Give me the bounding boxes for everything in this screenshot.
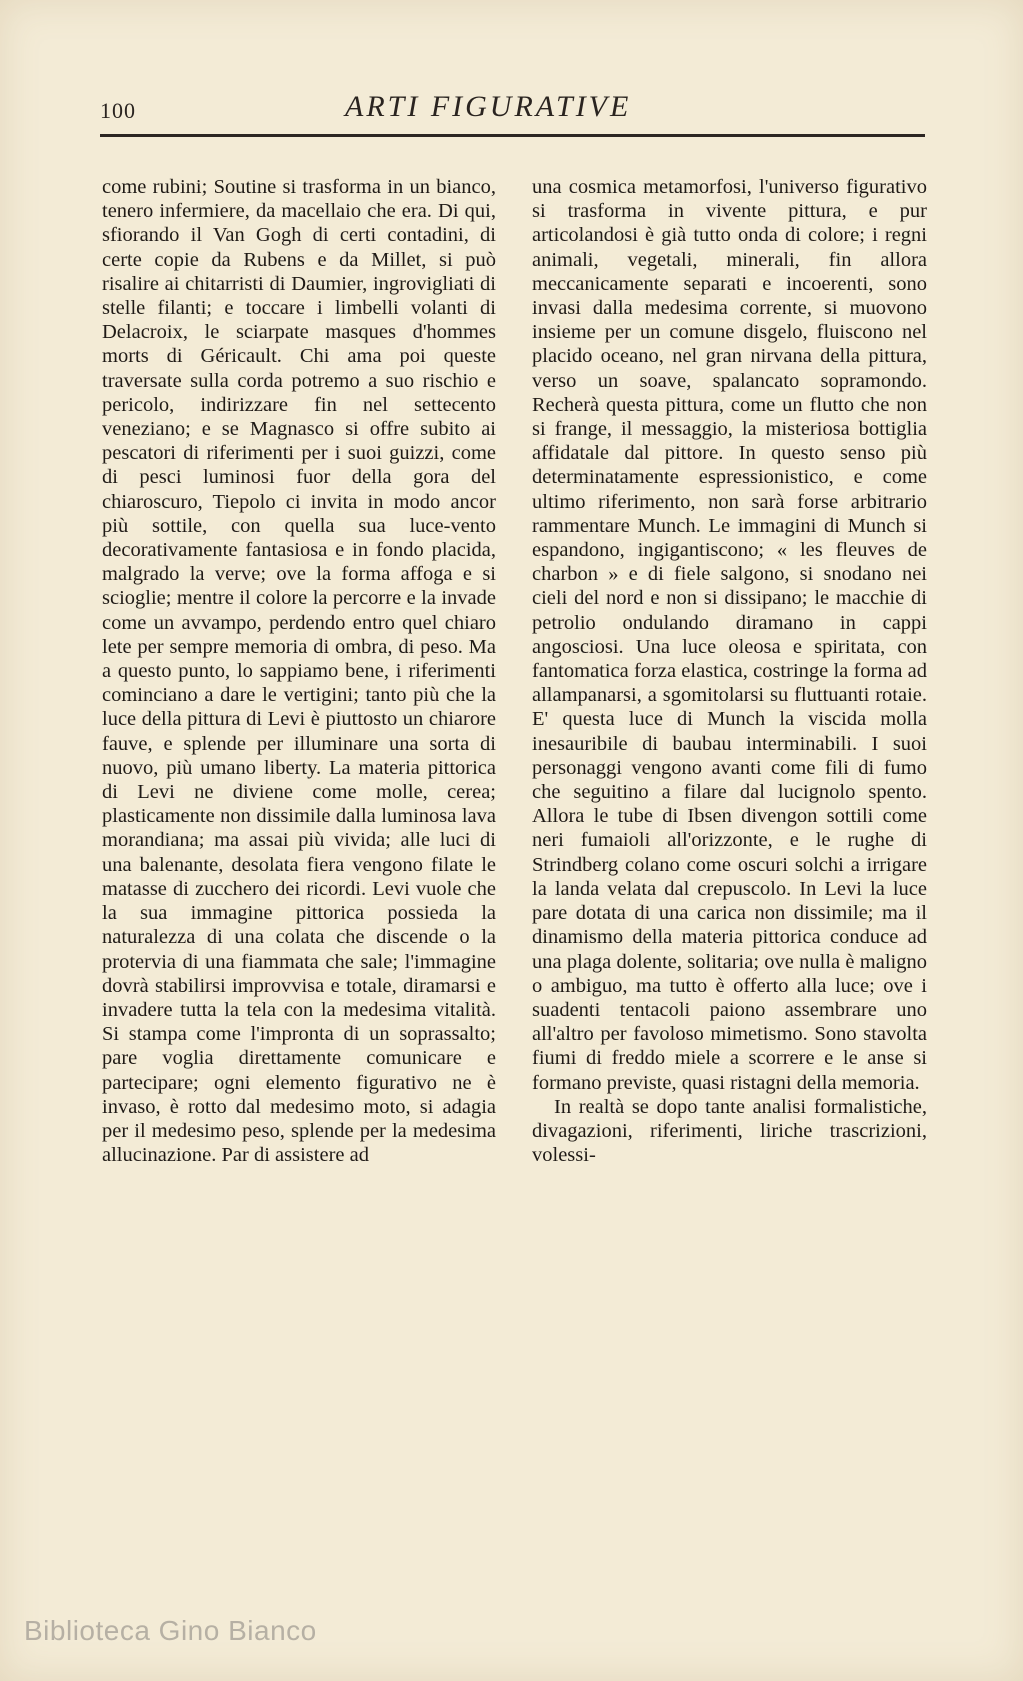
paragraph: una cosmica metamorfosi, l'universo figurativo si trasforma in vivente pittura, e pur articolandosi è già tutto onda di colore; i regni animali, vegetali, minerali, fin allora meccanicamente separati e incoerenti, sono invasi dalla medesima corrente, si muovono insieme per un comune disgelo, fluiscono nel placido oceano, nel gran nirvana della pittura, verso un soave, spalancato sopramondo. Recherà questa pittura, come un flutto che non si frange, il messaggio, la misteriosa bottiglia affidatale dal pittore. In questo senso più determinatamente espressionistico, e come ultimo riferimento, non sarà forse arbitrario rammentare Munch. Le immagini di Munch si espandono, ingigantiscono; « les fleuves de charbon » e di fiele salgono, si snodano nei cieli del nord e non si dissipano; le macchie di petrolio ondulando diramano in cappi angosciosi. Una luce oleosa e spiritata, con fantomatica forza elastica, costringe la forma ad allampanarsi, a sgomitolarsi su fluttuanti rotaie. E' questa luce di Munch la viscida molla inesauribile di baubau interminabili. I suoi personaggi vengono avanti come fili di fumo che seguitino a filare dal lucignolo spento. Allora le tube di Ibsen divengon sottili come neri fumaioli all'orizzonte, e le rughe di Strindberg colano come oscuri solchi a irrigare la landa velata dal crepuscolo. In Levi la luce pare dotata di una carica non dissimile; ma il dinamismo della materia pittorica conduce ad una plaga dolente, solitaria; ove nulla è maligno o ambiguo, ma tutto è offerto alla luce; ove i suadenti tentacoli paiono assembrare uno all'altro per favoloso mimetismo. Sono stavolta fiumi di freddo miele a scorrere e le anse si formano previste, quasi ristagni della memoria. (532, 176, 927, 1094)
library-watermark: Biblioteca Gino Bianco (24, 1615, 317, 1646)
right-text-column (532, 175, 927, 1565)
left-text-column (102, 175, 496, 1565)
paragraph: come rubini; Soutine si trasforma in un bianco, tenero infermiere, da macellaio che era. Di qui, sfiorando il Van Gogh di certi contadini, di certe copie da Rubens e da Millet, si può risalire ai chitarristi di Daumier, ingrovigliati di stelle filanti; e toccare i limbelli volanti di Delacroix, le sciarpate masques d'hommes morts di Géricault. Chi ama poi queste traversate sulla corda potremo a suo rischio e pericolo, indirizzare fin nel settecento veneziano; e se Magnasco si offre subito ai pescatori di riferimenti per i suoi guizzi, come di pesci luminosi fuor della gora del chiaroscuro, Tiepolo ci invita in modo ancor più sottile, con quella sua luce-vento decorativamente fantasiosa e in fondo placida, malgrado la verve; ove la forma affoga e si scioglie; mentre il colore la percorre e la invade come un avvampo, perdendo entro quel chiaro lete per sempre memoria di ombra, di peso. Ma a questo punto, lo sappiamo bene, i riferimenti cominciano a dare le vertigini; tanto più che la luce della pittura di Levi è piuttosto un chiarore fauve, e splende per illuminare una sorta di nuovo, più umano liberty. La materia pittorica di Levi ne diviene come molle, cerea; plasticamente non dissimile dalla luminosa lava morandiana; ma assai più vivida; alle luci di una balenante, desolata fiera vengono filate le matasse di zucchero dei ricordi. Levi vuole che la sua immagine pittorica possieda la naturalezza di una colata che discende o la protervia di una fiammata che sale; l'immagine dovrà stabilirsi improvvisa e totale, diramarsi e invadere tutta la tela con la medesima vitalità. Si stampa come l'impronta di un soprassalto; pare voglia direttamente comunicare e partecipare; ogni elemento figurativo ne è invaso, è rotto dal medesimo moto, si adagia per il medesimo peso, splende per la medesima allucinazione. Par di assistere ad (102, 176, 496, 1167)
paragraph: In realtà se dopo tante analisi formalistiche, divagazioni, riferimenti, liriche trascrizioni, volessi- (532, 1095, 927, 1167)
header-rule (100, 134, 925, 137)
page-header (100, 90, 900, 130)
page-number: 100 (100, 98, 136, 123)
running-title: ARTI FIGURATIVE (345, 90, 632, 123)
